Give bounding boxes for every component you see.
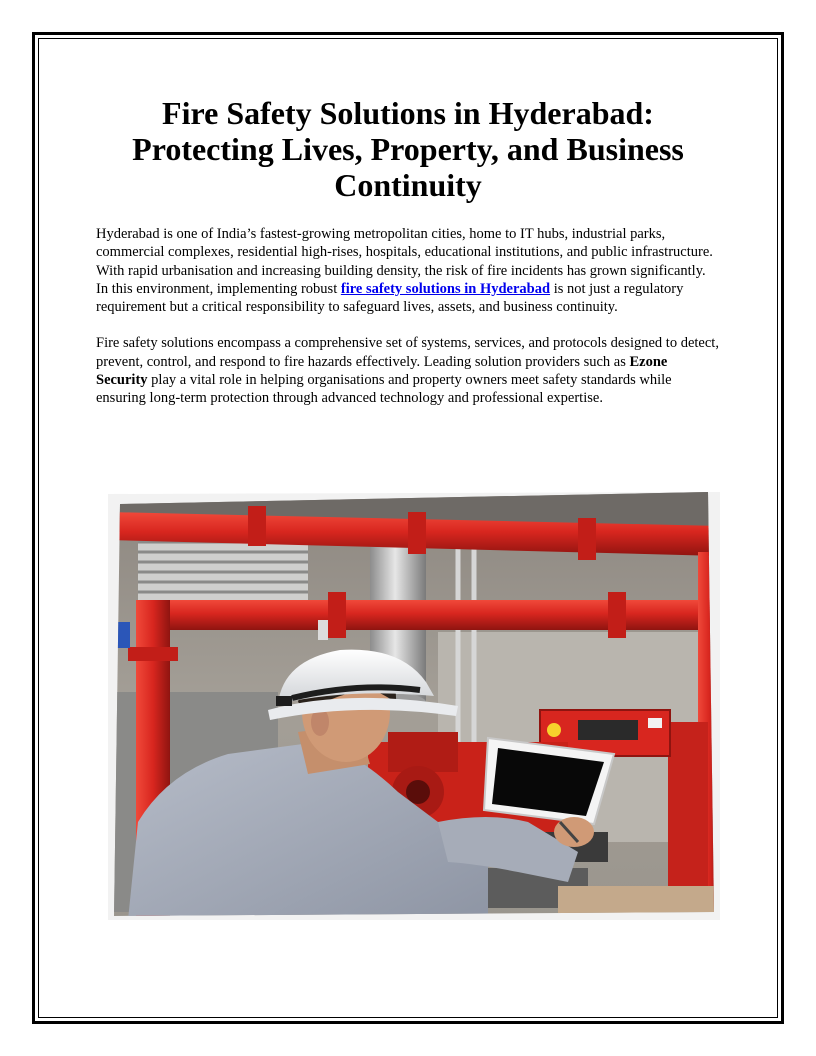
article-body xyxy=(96,95,720,408)
solutions-text-end: play a vital role in helping organisations and property owners meet safety standards while ensuring long-term protection through advanced technology and professional expertise. xyxy=(96,372,672,407)
article-title: Fire Safety Solutions in Hyderabad: Protecting Lives, Property, and Business Continuity xyxy=(132,95,684,203)
intro-text-end: is not just a regulatory requirement but a critical responsibility to safeguard lives, assets, and business continuity. xyxy=(96,280,684,316)
fire-safety-link[interactable]: fire safety solutions in Hyderabad xyxy=(340,280,551,297)
photo-illustration xyxy=(108,492,720,920)
solutions-paragraph xyxy=(96,334,720,407)
intro-text-start: Hyderabad is one of India’s fastest-growing metropolitan cities, home to IT hubs, industrial parks, commercial complexes, residential high-rises, hospitals, educational institutions, and public infrastructure. With rapid urbanisation and increasing building density, the risk of fire incidents has grown significantly. In this environment, implementing robust xyxy=(96,226,713,297)
fire-pump-room-photo xyxy=(108,492,720,920)
solutions-text-start: Fire safety solutions encompass a comprehensive set of systems, services, and protocols designed to detect, prevent, control, and respond to fire hazards effectively. Leading solution providers such as xyxy=(96,335,719,370)
tablet-device xyxy=(484,738,614,824)
company-name: Ezone Security xyxy=(96,353,668,389)
intro-paragraph xyxy=(96,225,720,316)
